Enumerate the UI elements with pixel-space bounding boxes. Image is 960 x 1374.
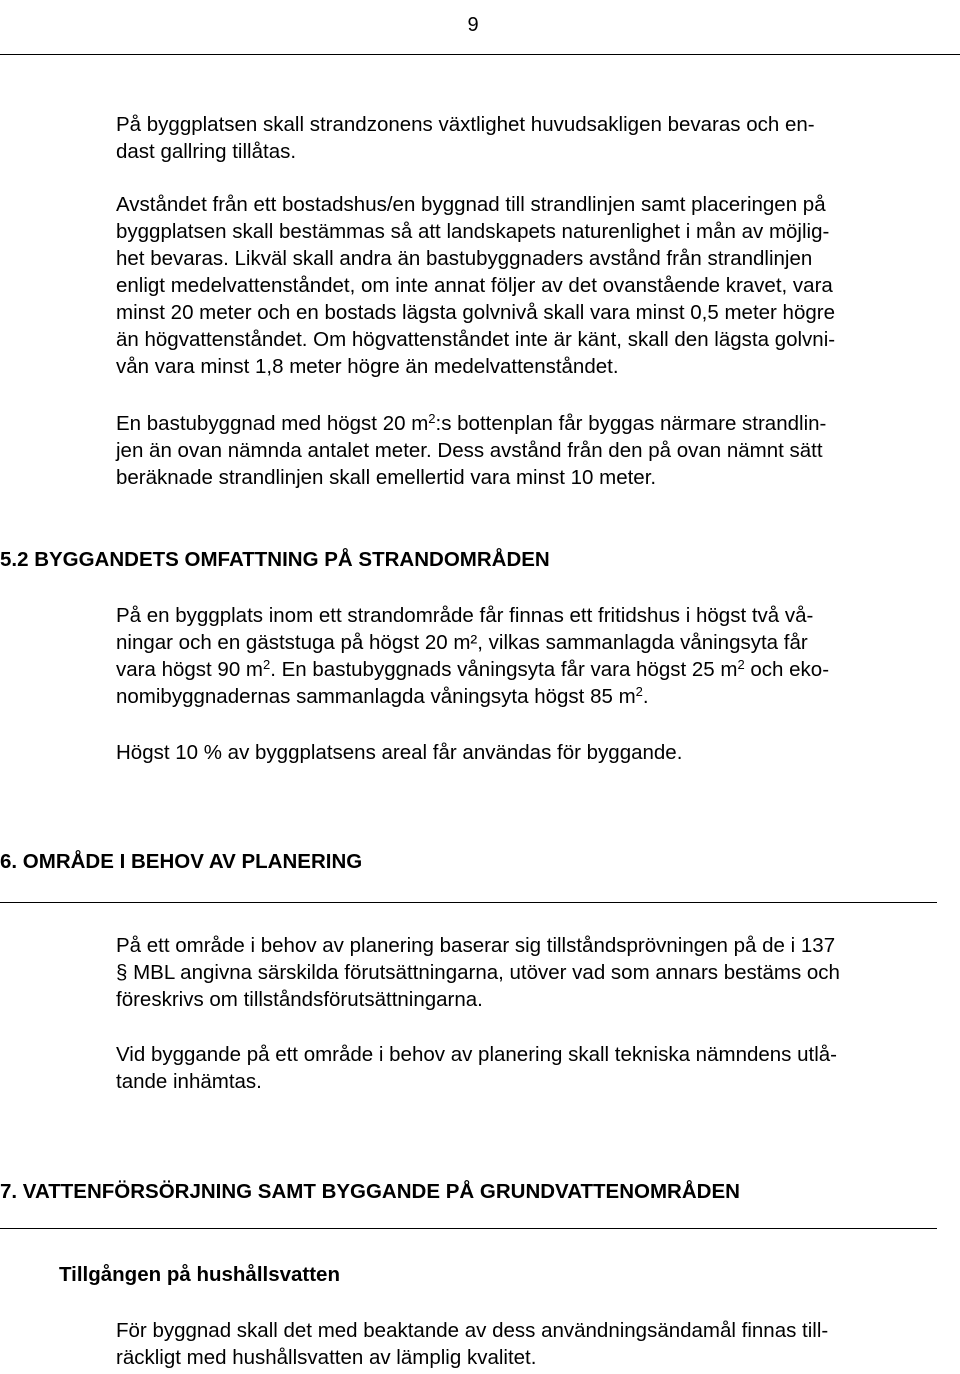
paragraph-household-water: För byggnad skall det med beaktande av dess användningsändamål finnas till- räckligt med hushållsvatten av lämplig kvalitet.	[116, 1319, 829, 1369]
paragraph-area-limit: Högst 10 % av byggplatsens areal får användas för byggande.	[116, 741, 683, 764]
paragraph-sauna: En bastubyggnad med högst 20 $m^2:s$ bottenplan får byggas närmare strandlin- jen än ovan nämnda antalet meter. Dess avstånd från den på ovan nämnt sätt beräknade strandlinjen skall emellertid vara minst 10 meter.	[116, 411, 827, 489]
page-number: 9	[467, 14, 479, 36]
section-heading-5-2: 5.2 BYGGANDETS OMFATTNING PÅ STRANDOMRÅDEN	[0, 548, 550, 571]
section-heading-6: 6. OMRÅDE I BEHOV AV PLANERING	[0, 850, 363, 873]
section-7-rule	[0, 1228, 937, 1229]
section-6-rule	[0, 902, 937, 903]
paragraph-planning-need: På ett område i behov av planering baserar sig tillståndsprövningen på de i 137 § MBL angivna särskilda förutsättningarna, utöver vad som annars bestäms och föreskrivs om tillståndsförutsättningarna.	[116, 934, 840, 1011]
paragraph-technical-board: Vid byggande på ett område i behov av planering skall tekniska nämndens utlå- tande inhämtas.	[116, 1043, 837, 1093]
paragraph-vegetation: På byggplatsen skall strandzonens växtlighet huvudsakligen bevaras och en- dast gallring tillåtas.	[116, 113, 815, 163]
subheading-household-water: Tillgången på hushållsvatten	[59, 1263, 340, 1286]
section-heading-7: 7. VATTENFÖRSÖRJNING SAMT BYGGANDE PÅ GRUNDVATTENOMRÅDEN	[0, 1180, 740, 1203]
paragraph-distance: Avståndet från ett bostadshus/en byggnad till strandlinjen samt placeringen på byggplatsen skall bestämmas så att landskapets naturenlighet i mån av möjlig- het bevaras. Likväl skall andra än bastubyggnaders avstånd från strandlinjen enligt medelvattenståndet, om inte annat följer av det ovanstående kravet, vara minst 20 meter och en bostads lägsta golvnivå skall vara minst 0,5 meter högre än högvattenståndet. Om högvattenståndet inte är känt, skall den lägsta golvni- vån vara minst 1,8 meter högre än medelvattenståndet.	[116, 193, 836, 378]
header-rule	[0, 54, 960, 55]
paragraph-building-scope: På en byggplats inom ett strandområde får finnas ett fritidshus i högst två vå- ningar och en gäststuga på högst 20 m², vilkas sammanlagda våningsyta får vara högst 90 $m^2$. En bastubyggnads våningsyta får vara högst 25 $m^2$ och eko- nomibyggnadernas sammanlagda våningsyta högst 85 $m^2$.	[116, 604, 830, 708]
